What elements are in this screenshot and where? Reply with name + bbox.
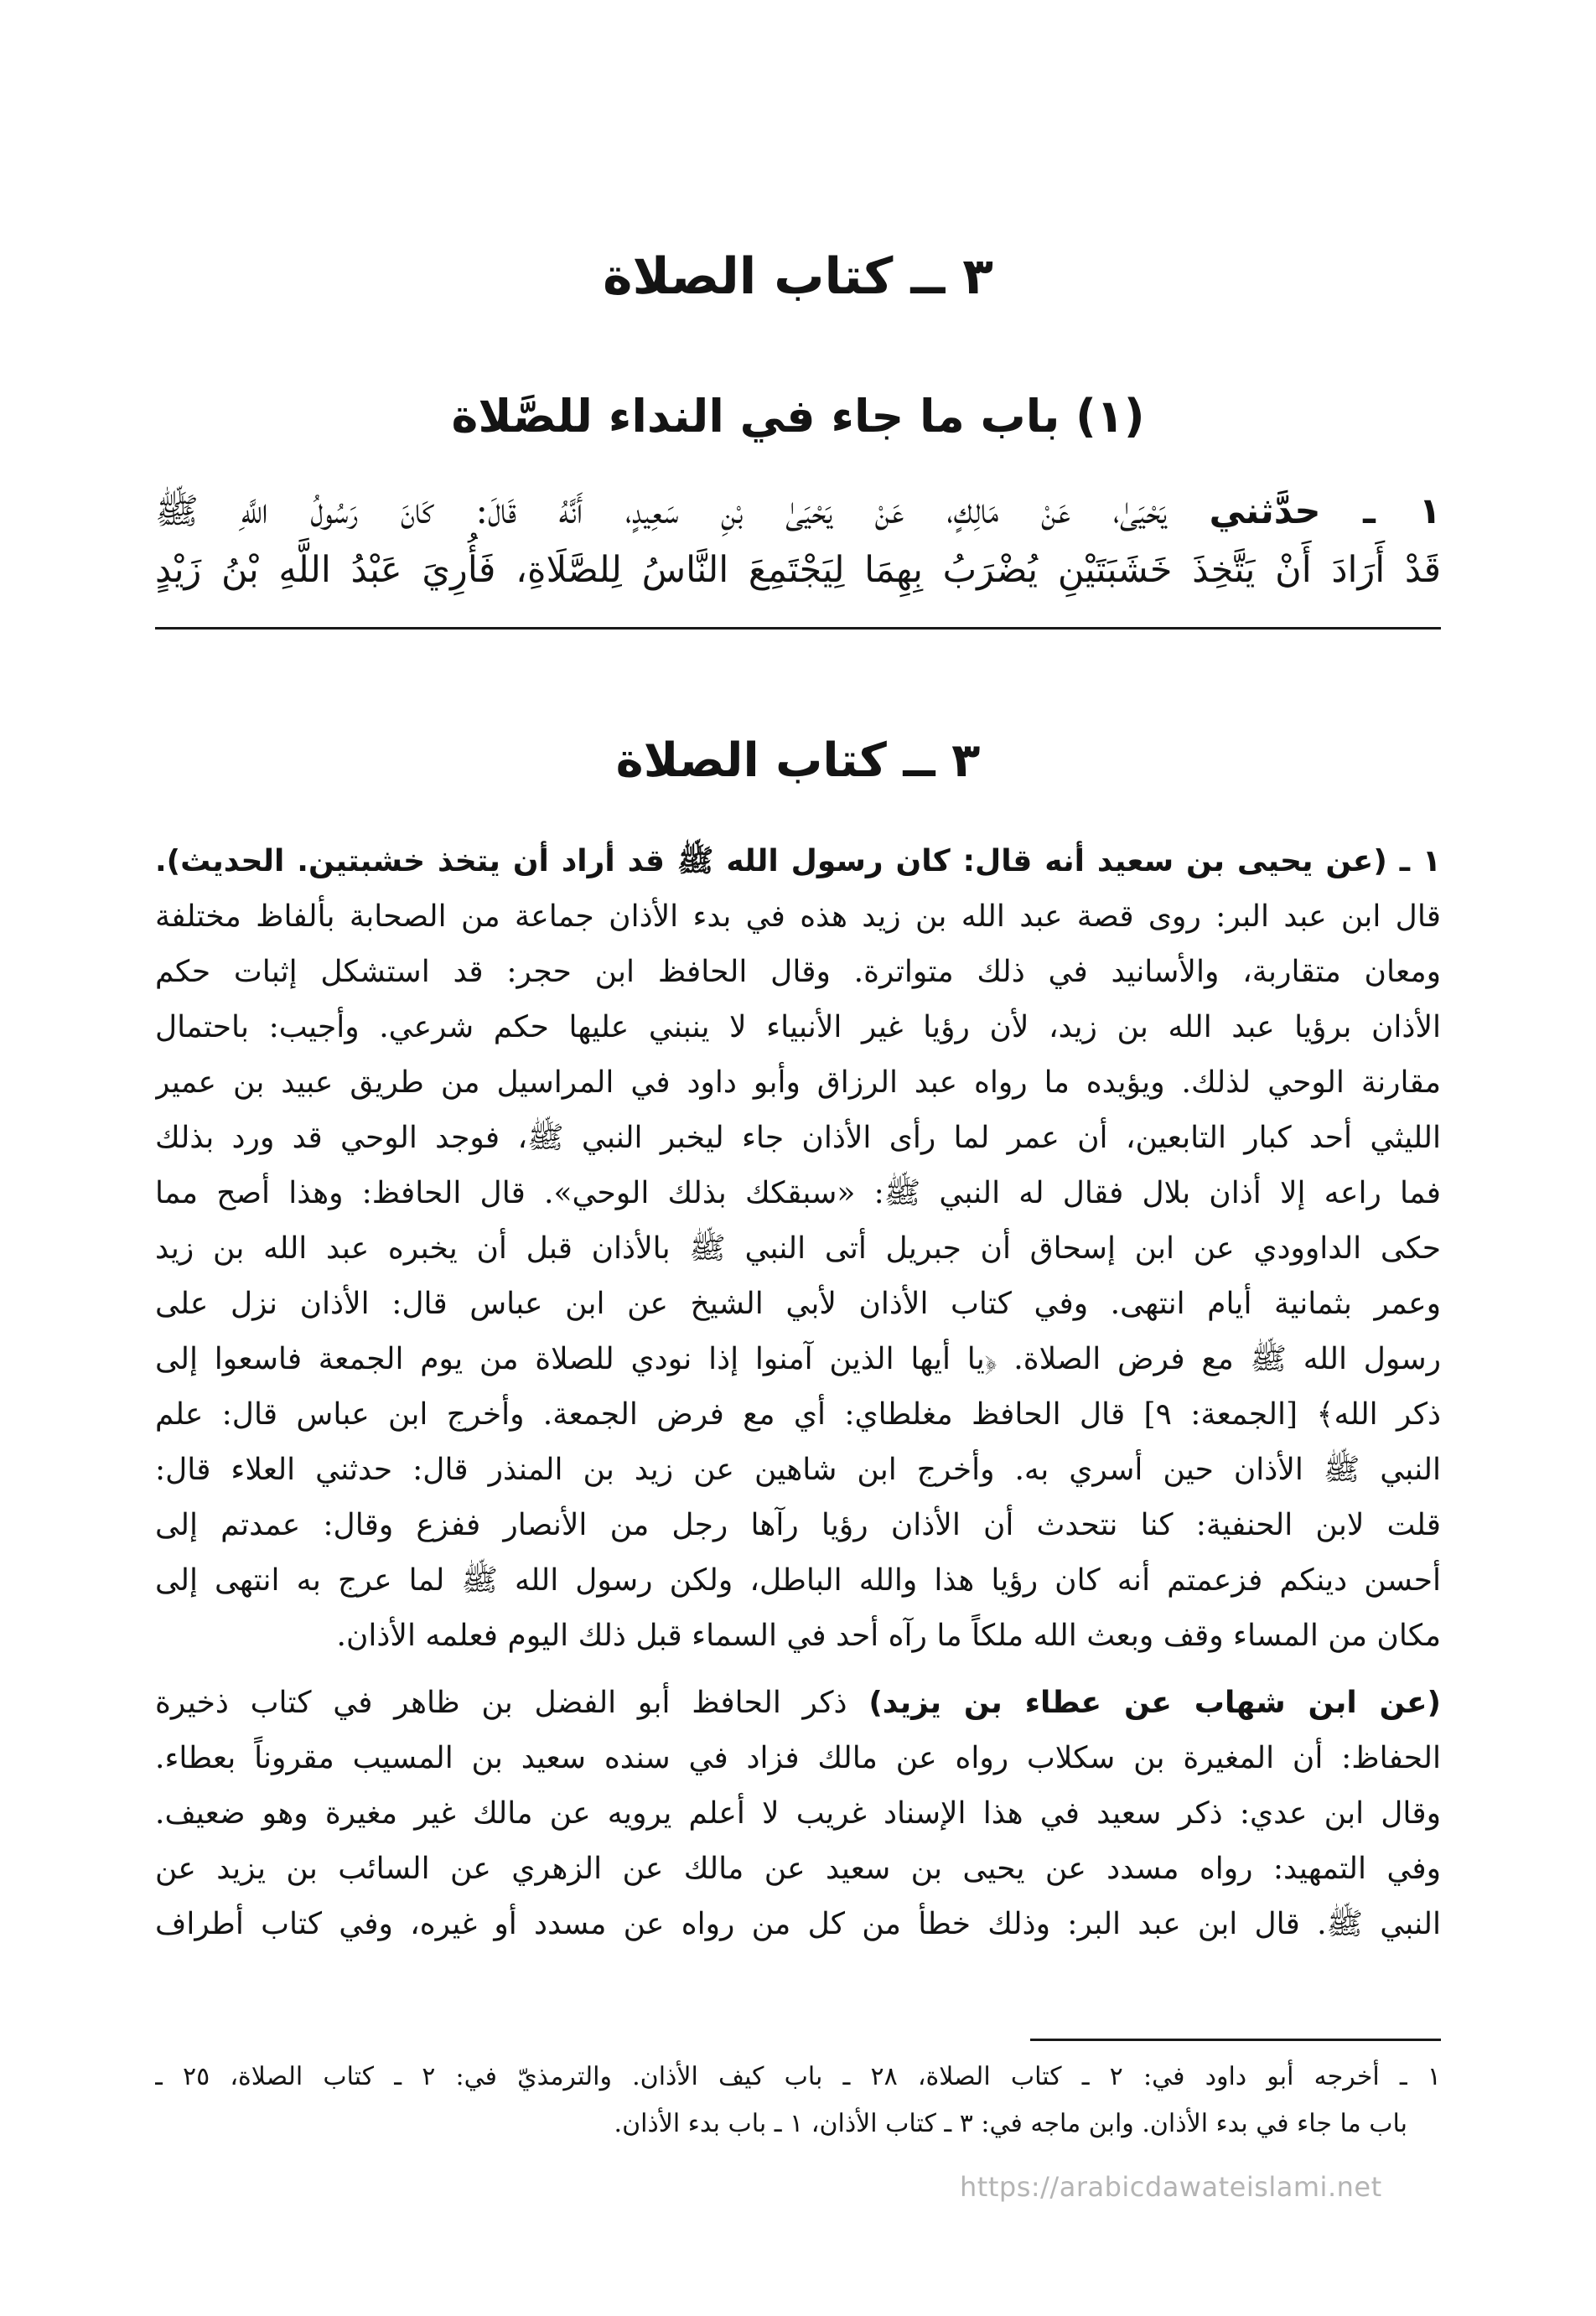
commentary-line: قلت لابن الحنفية: كنا نتحدث أن الأذان رؤيا رآها رجل من الأنصار ففزع وقال: عمدتم إلى bbox=[155, 1508, 1441, 1542]
commentary-line: الحفاظ: أن المغيرة بن سكلاب رواه عن مالك فزاد في سنده سعيد بن المسيب مقروناً بعطاء. bbox=[155, 1741, 1441, 1775]
commentary-line: وقال ابن عدي: ذكر سعيد في هذا الإسناد غريب لا أعلم يرويه عن مالك غير مغيرة وهو ضعيف. bbox=[155, 1796, 1441, 1831]
commentary-line: مقارنة الوحي لذلك. ويؤيده ما رواه عبد الرزاق وأبو داود في المراسيل من طريق عبيد بن عمير bbox=[155, 1065, 1441, 1100]
commentary-line: حكى الداوودي عن ابن إسحاق أن جبريل أتى النبي ﷺ بالأذان قبل أن يخبره عبد الله بن زيد bbox=[155, 1231, 1441, 1266]
bab-title: (١) باب ما جاء في النداء للصَّلاة bbox=[451, 390, 1145, 443]
commentary-paragraph-2-rest: ذكر الحافظ أبو الفضل بن ظاهر في كتاب ذخيرة bbox=[155, 1686, 847, 1720]
commentary-line: الأذان برؤيا عبد الله بن زيد، لأن رؤيا غير الأنبياء لا ينبني عليها حكم شرعي. وأجيب: باحتمال bbox=[155, 1010, 1441, 1044]
commentary-paragraph-2-lead: (عن ابن شهاب عن عطاء بن يزيد) bbox=[868, 1686, 1441, 1720]
hadith-text bbox=[155, 482, 1441, 599]
commentary-line: النبي ﷺ. قال ابن عبد البر: وذلك خطأ من كل من رواه عن مسدد أو غيره، وفي كتاب أطراف bbox=[155, 1907, 1441, 1941]
commentary-line: النبي ﷺ الأذان حين أسري به. وأخرج ابن شاهين عن زيد بن المنذر قال: حدثني العلاء قال: bbox=[155, 1453, 1441, 1487]
hadith-line-2: قَدْ أَرَادَ أَنْ يَتَّخِذَ خَشَبَتَيْنِ يُضْرَبُ بِهِمَا لِيَجْتَمِعَ النَّاسُ لِلصَّلَاةِ، فَأُرِيَ عَبْدُ اللَّهِ بْنُ زَيْدٍ bbox=[155, 549, 1441, 591]
commentary-line: مكان من المساء وقف وبعث الله ملكاً ما رآه أحد في السماء قبل ذلك اليوم فعلمه الأذان. bbox=[336, 1619, 1441, 1653]
commentary-line: ومعان متقاربة، والأسانيد في ذلك متواترة. وقال الحافظ ابن حجر: قد استشكل إثبات حكم bbox=[155, 955, 1441, 989]
hadith-number: ١ ـ bbox=[1363, 490, 1442, 532]
commentary-line: أحسن دينكم فزعمتم أنه كان رؤيا هذا والله الباطل، ولكن رسول الله ﷺ لما عرج به انتهى إلى bbox=[155, 1563, 1441, 1598]
commentary-chapter-title: ٣ ــ كتاب الصلاة bbox=[615, 733, 981, 788]
commentary-line: فما راعه إلا أذان بلال فقال له النبي ﷺ: «سبقكك بذلك الوحي». قال الحافظ: وهذا أصح مما bbox=[155, 1176, 1441, 1210]
footnote-line: باب ما جاء في بدء الأذان. وابن ماجه في: ٣ ـ كتاب الأذان، ١ ـ باب بدء الأذان. bbox=[614, 2109, 1407, 2138]
footnote-divider bbox=[1030, 2039, 1441, 2041]
commentary-line: رسول الله ﷺ مع فرض الصلاة. ﴿يا أيها الذين آمنوا إذا نودي للصلاة من يوم الجمعة فاسعوا إلى bbox=[155, 1342, 1441, 1376]
watermark-url: https://arabicdawateislami.net bbox=[960, 2171, 1382, 2203]
hadith-line-1 bbox=[155, 482, 1441, 541]
commentary-heading-line: ١ ـ (عن يحيى بن سعيد أنه قال: كان رسول الله ﷺ قد أراد أن يتخذ خشبتين. الحديث). bbox=[155, 844, 1441, 878]
footnotes bbox=[155, 2054, 1441, 2148]
chapter-title: ٣ ــ كتاب الصلاة bbox=[603, 247, 993, 306]
top-divider bbox=[155, 627, 1441, 630]
commentary-line: قال ابن عبد البر: روى قصة عبد الله بن زيد هذه في بدء الأذان جماعة من الصحابة بألفاظ مختلفة bbox=[155, 899, 1441, 934]
commentary-line: وعمر بثمانية أيام انتهى. وفي كتاب الأذان لأبي الشيخ عن ابن عباس قال: الأذان نزل على bbox=[155, 1287, 1441, 1321]
commentary-line: ذكر الله﴾ [الجمعة: ٩] قال الحافظ مغلطاي: أي مع فرض الجمعة. وأخرج ابن عباس قال: علم bbox=[155, 1397, 1441, 1432]
hadith-lead: حدَّثني bbox=[1209, 490, 1321, 532]
footnote-line: ١ ـ أخرجه أبو داود في: ٢ ـ كتاب الصلاة، ٢٨ ـ باب كيف الأذان. والترمذيّ في: ٢ ـ كتاب الصلاة، ٢٥ ـ bbox=[155, 2062, 1441, 2091]
hadith-line-1-rest: يَحْيَىٰ، عَنْ مَالِكٍ، عَنْ يَحْيَىٰ بْنِ سَعِيدٍ، أَنَّهُ قَالَ: كَانَ رَسُولُ اللَّهِ ﷺ bbox=[155, 490, 1167, 532]
commentary-line: وفي التمهيد: رواه مسدد عن يحيى بن سعيد عن مالك عن الزهري عن السائب بن يزيد عن bbox=[155, 1852, 1441, 1886]
commentary-line: الليثي أحد كبار التابعين، أن عمر لما رأى الأذان جاء ليخبر النبي ﷺ، فوجد الوحي قد ورد بذلك bbox=[155, 1121, 1441, 1155]
commentary-body bbox=[155, 834, 1441, 1952]
commentary-paragraph-2-first-line bbox=[155, 1676, 1441, 1731]
